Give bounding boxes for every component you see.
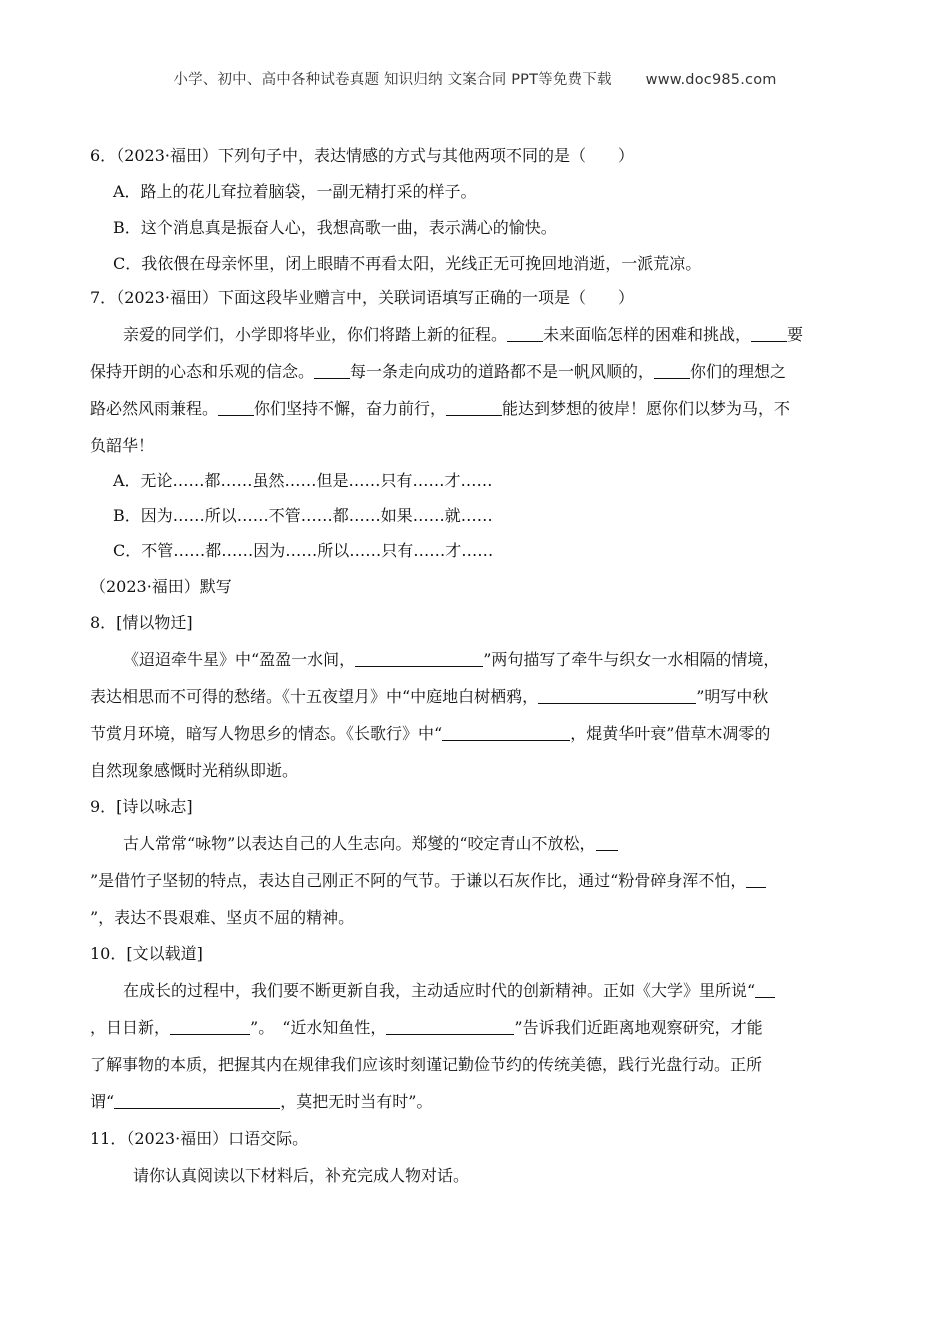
q7-paragraph-line-2: 保持开朗的心态和乐观的信念。 每一条走向成功的道路都不是一帆风顺的， 你们的理想之 — [90, 362, 787, 381]
q7-stem: 7．（2023·福田）下面这段毕业赠言中，关联词语填写正确的一项是（ ） — [90, 288, 634, 307]
answer-blank — [596, 832, 618, 851]
answer-blank — [751, 323, 787, 342]
q7-paragraph-line-1: 亲爱的同学们，小学即将毕业，你们将踏上新的征程。 未来面临怎样的困难和挑战， 要 — [123, 325, 804, 344]
q7-option-a: A．无论……都……虽然……但是……只有……才…… — [113, 471, 493, 490]
answer-blank — [386, 1016, 514, 1035]
answer-blank — [654, 360, 690, 379]
q6-option-a: A．路上的花儿耷拉着脑袋，一副无精打采的样子。 — [113, 182, 477, 201]
q11-number: 11． — [90, 1129, 127, 1148]
answer-blank — [538, 685, 696, 704]
q8-title: 8．[情以物迁] — [90, 613, 193, 632]
q8-line-1: 《迢迢牵牛星》中“盈盈一水间， ”两句描写了牵牛与织女一水相隔的情境， — [123, 650, 780, 669]
q8-line-4: 自然现象感慨时光稍纵即逝。 — [90, 761, 299, 780]
q7-option-c: C．不管……都……因为……所以……只有……才…… — [113, 541, 494, 560]
q9-title: 9．[诗以咏志] — [90, 797, 193, 816]
q7-option-b: B．因为……所以……不管……都……如果……就…… — [113, 506, 493, 525]
q11-stem: 11．（2023·福田）口语交际。 — [90, 1129, 309, 1148]
q9-line-2: ”是借竹子坚韧的特点，表达自己刚正不阿的气节。于谦以石灰作比，通过“粉骨碎身浑不怕， — [90, 869, 766, 893]
q10-line-2: ，日日新， ”。 “近水知鱼性， ”告诉我们近距离地观察研究，才能 — [90, 1018, 763, 1037]
q6-stem: 6．（2023·福田）下列句子中，表达情感的方式与其他两项不同的是（ ） — [90, 146, 634, 165]
q9-line-3: ”，表达不畏艰难、坚贞不屈的精神。 — [90, 908, 355, 927]
section-title: （2023·福田）默写 — [90, 577, 232, 596]
answer-blank — [446, 397, 502, 416]
q11-intro: 请你认真阅读以下材料后，补充完成人物对话。 — [133, 1166, 470, 1185]
answer-blank — [507, 323, 543, 342]
header-text: 小学、初中、高中各种试卷真题 知识归纳 文案合同 PPT等免费下载 — [173, 72, 612, 88]
answer-blank — [746, 869, 766, 888]
header-site: www.doc985.com — [645, 72, 777, 88]
q10-line-4: 谓“ ，莫把无时当有时”。 — [90, 1092, 433, 1111]
q6-option-b: B．这个消息真是振奋人心，我想高歌一曲，表示满心的愉快。 — [113, 218, 557, 237]
answer-blank — [442, 722, 570, 741]
q6-number: 6． — [90, 146, 117, 165]
q6-option-c: C．我依偎在母亲怀里，闭上眼睛不再看太阳，光线正无可挽回地消逝，一派荒凉。 — [113, 254, 702, 273]
q10-title: 10．[文以载道] — [90, 944, 203, 963]
q10-line-1: 在成长的过程中，我们要不断更新自我，主动适应时代的创新精神。正如《大学》里所说“ — [123, 979, 775, 1003]
answer-blank — [114, 1090, 280, 1109]
q7-number: 7． — [90, 288, 117, 307]
q8-line-2: 表达相思而不可得的愁绪。《十五夜望月》中“中庭地白树栖鸦， ”明写中秋 — [90, 687, 769, 706]
page-header — [0, 68, 950, 89]
answer-blank — [170, 1016, 250, 1035]
q7-paragraph-line-4: 负韶华！ — [90, 436, 155, 455]
q9-line-1: 古人常常“咏物”以表达自己的人生志向。郑燮的“咬定青山不放松， — [123, 832, 618, 856]
answer-blank — [218, 397, 254, 416]
q10-line-3: 了解事物的本质，把握其内在规律我们应该时刻谨记勤俭节约的传统美德，践行光盘行动。正所 — [90, 1055, 763, 1074]
answer-blank — [355, 648, 483, 667]
q8-line-3: 节赏月环境，暗写人物思乡的情态。《长歌行》中“ ，焜黄华叶衰”借草木凋零的 — [90, 724, 771, 743]
q7-paragraph-line-3: 路必然风雨兼程。 你们坚持不懈，奋力前行， 能达到梦想的彼岸！愿你们以梦为马，不 — [90, 399, 791, 418]
answer-blank — [755, 979, 775, 998]
answer-blank — [314, 360, 350, 379]
